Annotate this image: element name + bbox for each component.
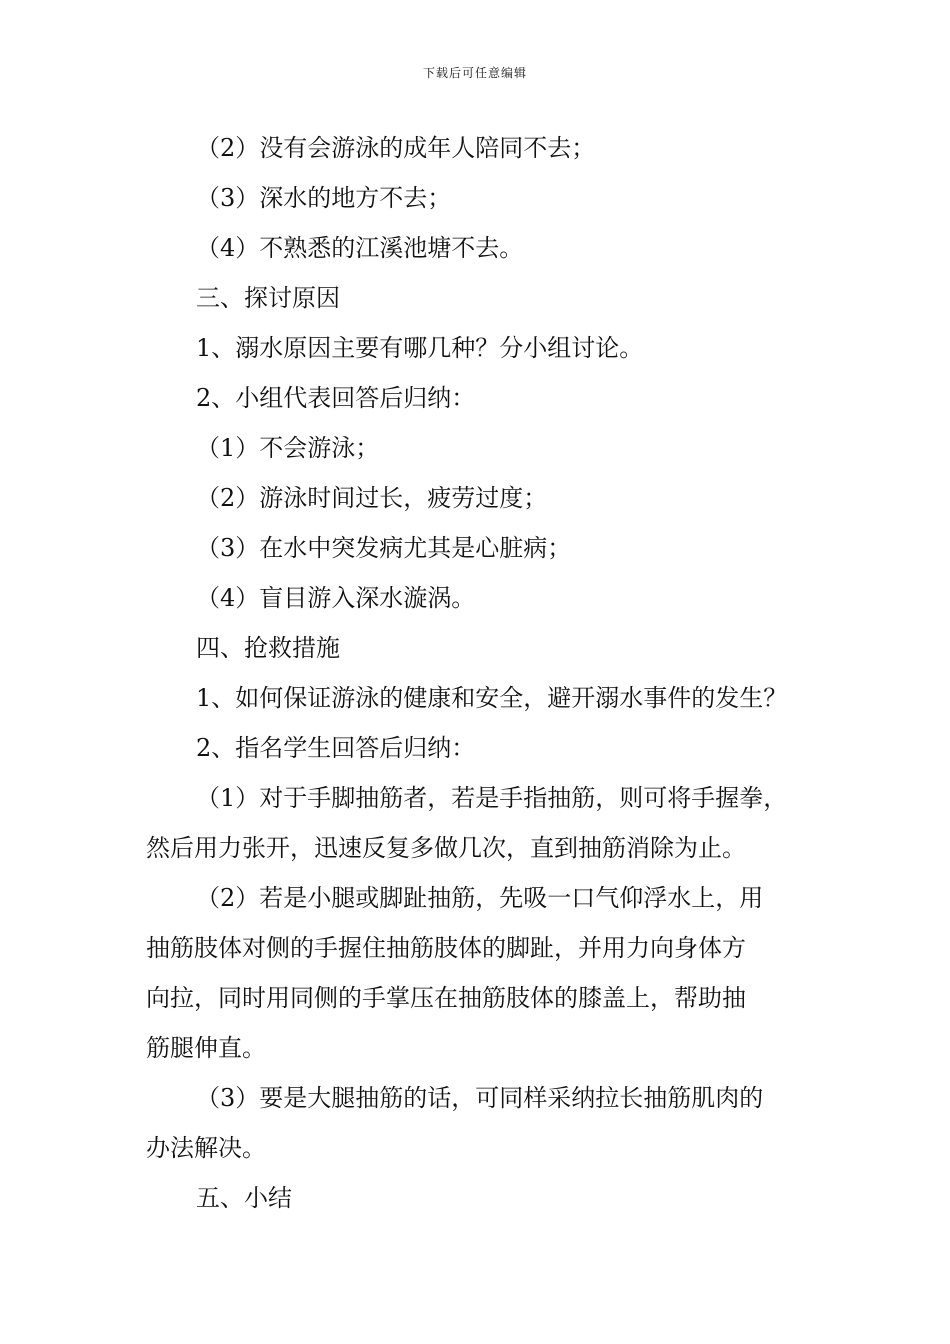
text-line-2: （3）深水的地方不去； <box>196 184 452 212</box>
text-line-10: （4）盲目游入深水漩涡。 <box>196 584 476 612</box>
section-heading-3: 三、探讨原因 <box>196 284 340 312</box>
text-line-19: 筋腿伸直。 <box>146 1034 266 1062</box>
text-line-3: （4）不熟悉的江溪池塘不去。 <box>196 234 524 262</box>
text-line-21: 办法解决。 <box>146 1134 266 1162</box>
text-line-15: 然后用力张开，迅速反复多做几次，直到抽筋消除为止。 <box>146 834 746 862</box>
text-line-13: 2、指名学生回答后归纳： <box>196 734 476 762</box>
text-line-8: （2）游泳时间过长，疲劳过度； <box>196 484 548 512</box>
text-line-14: （1）对于手脚抽筋者，若是手指抽筋，则可将手握拳， <box>196 784 788 812</box>
text-line-16: （2）若是小腿或脚趾抽筋，先吸一口气仰浮水上，用 <box>196 884 764 912</box>
page-header: 下载后可任意编辑 <box>422 66 527 80</box>
text-line-1: （2）没有会游泳的成年人陪同不去； <box>196 134 596 162</box>
text-line-20: （3）要是大腿抽筋的话，可同样采纳拉长抽筋肌肉的 <box>196 1084 764 1112</box>
text-line-9: （3）在水中突发病尤其是心脏病； <box>196 534 572 562</box>
text-line-6: 2、小组代表回答后归纳： <box>196 384 476 412</box>
text-line-17: 抽筋肢体对侧的手握住抽筋肢体的脚趾，并用力向身体方 <box>146 934 746 962</box>
text-line-7: （1）不会游泳； <box>196 434 380 462</box>
text-line-5: 1、溺水原因主要有哪几种？分小组讨论。 <box>196 334 644 362</box>
text-line-12: 1、如何保证游泳的健康和安全，避开溺水事件的发生？ <box>196 684 788 712</box>
section-heading-5: 五、小结 <box>196 1184 292 1212</box>
section-heading-4: 四、抢救措施 <box>196 634 340 662</box>
text-line-18: 向拉，同时用同侧的手掌压在抽筋肢体的膝盖上，帮助抽 <box>146 984 746 1012</box>
